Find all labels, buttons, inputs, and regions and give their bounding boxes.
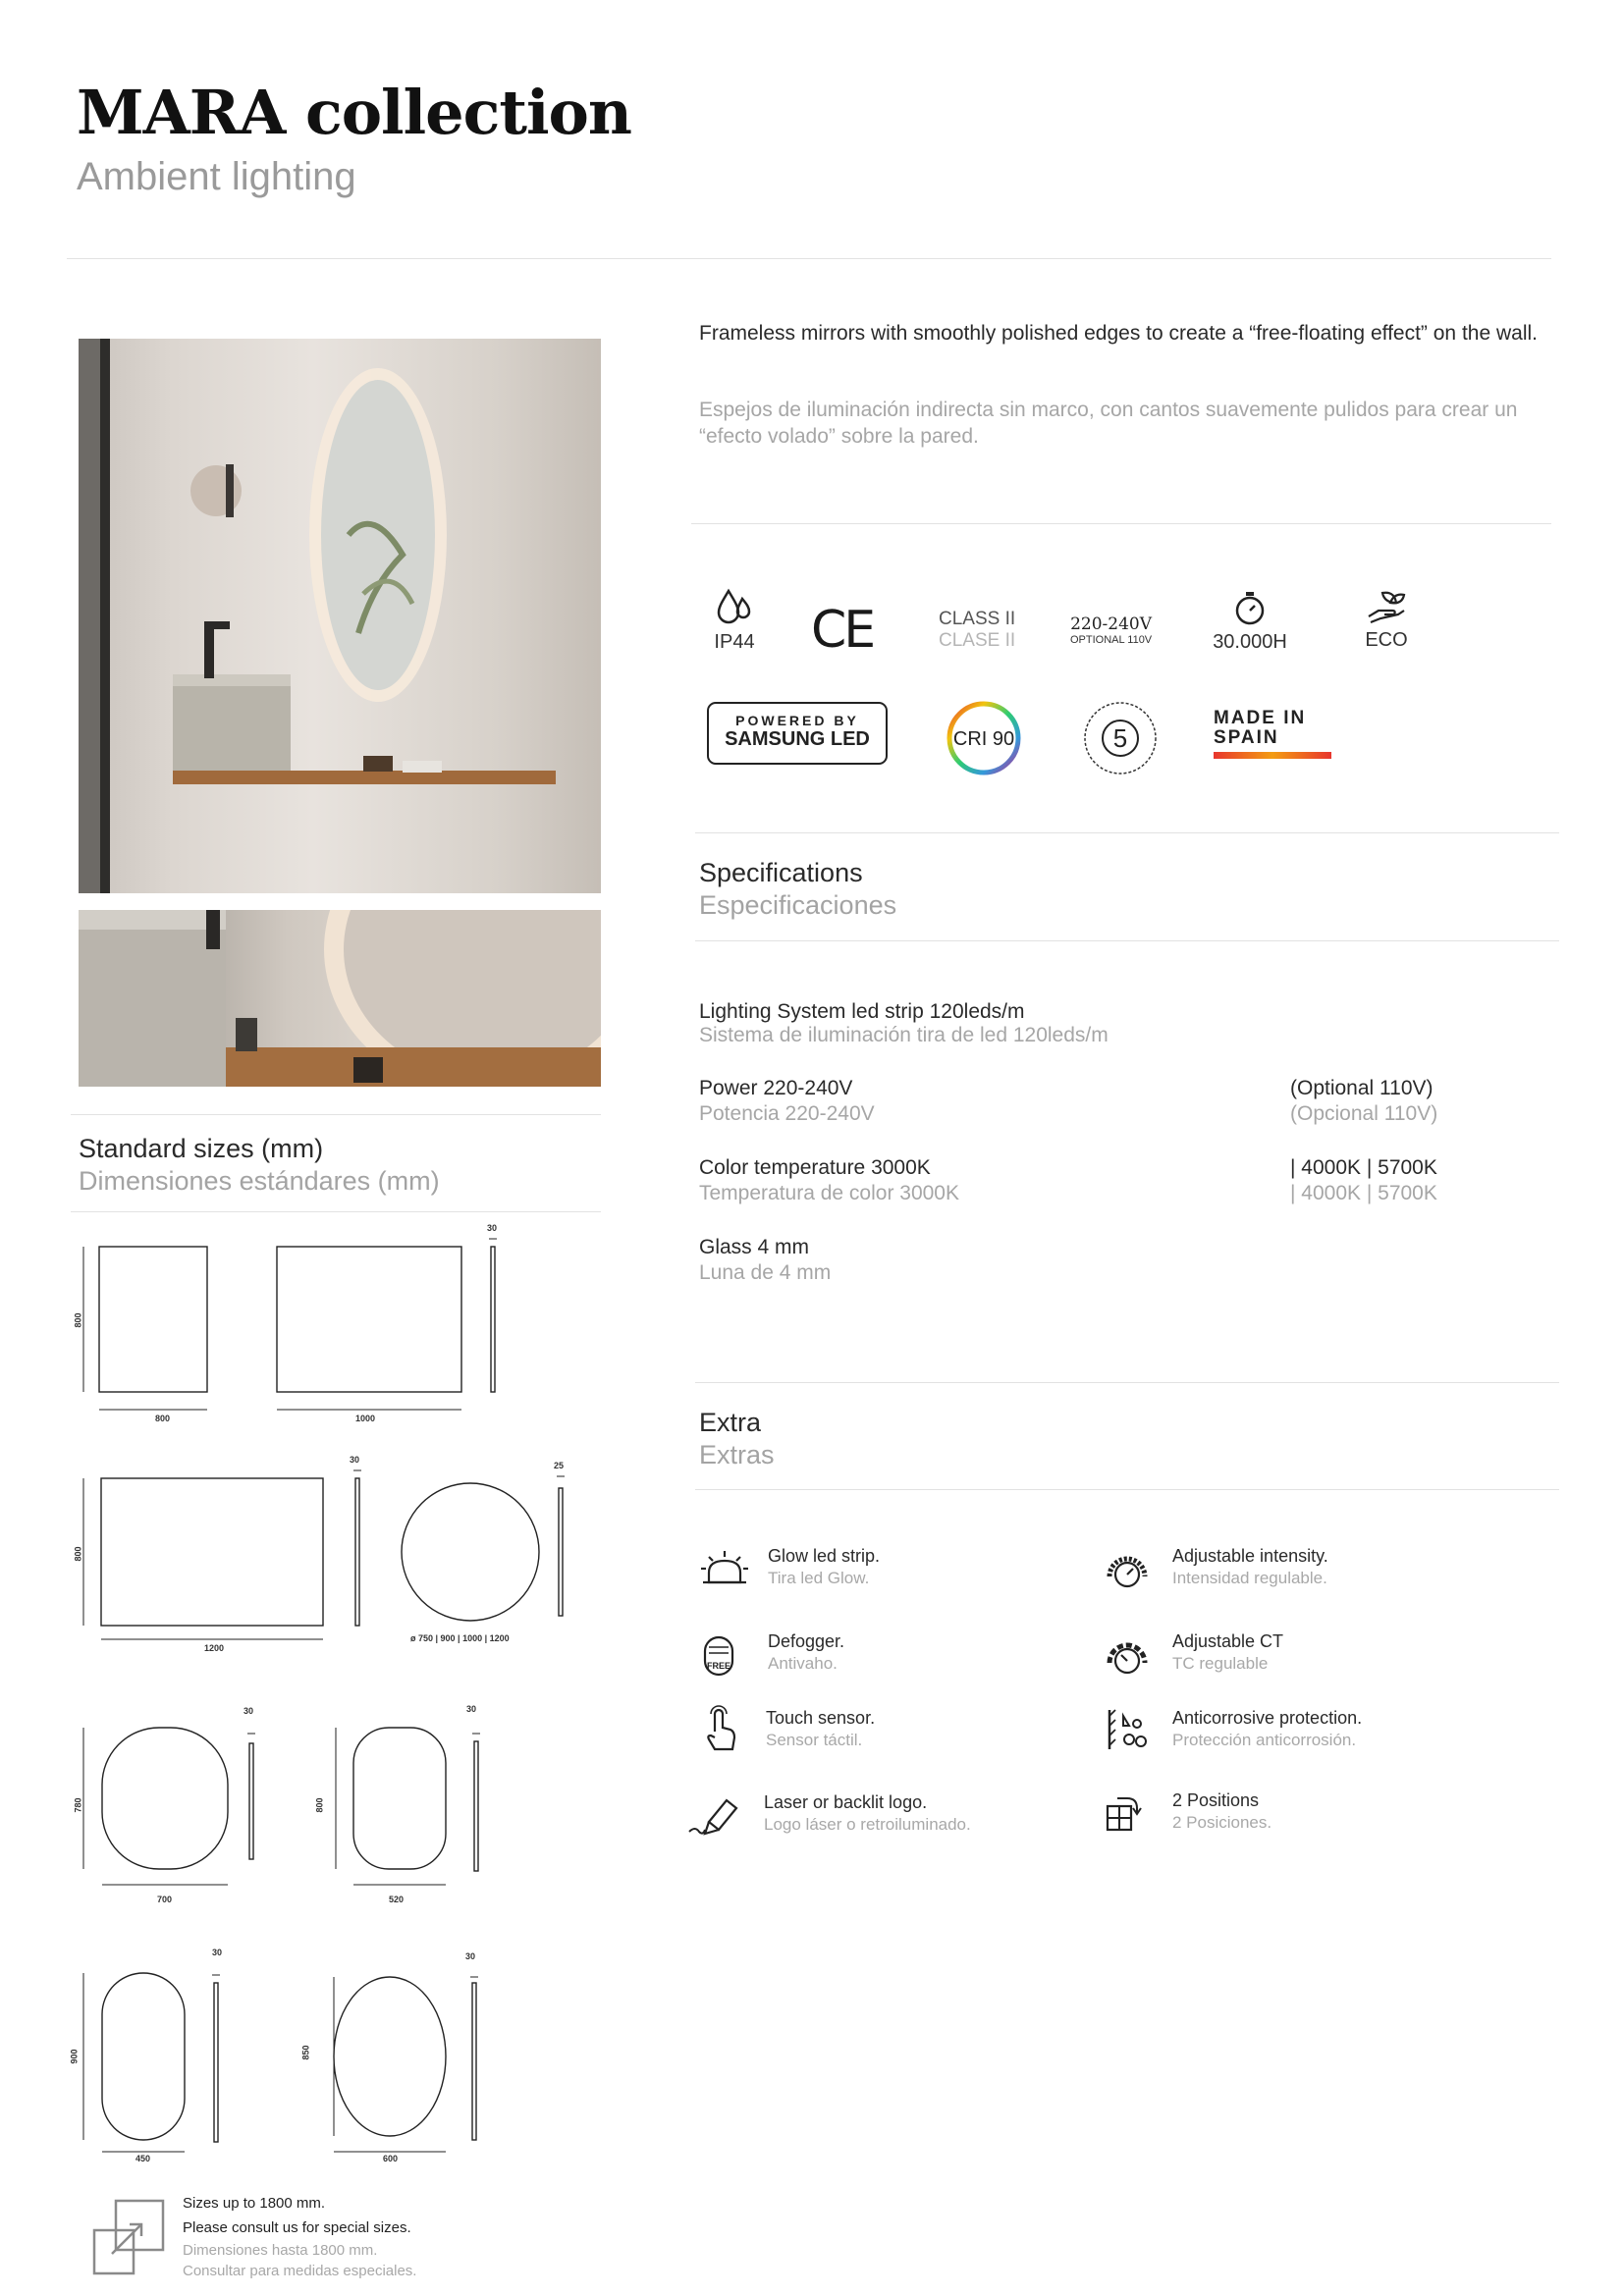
sizes-bottom-divider — [71, 1211, 601, 1212]
spec-power-opt-es: (Opcional 110V) — [1290, 1102, 1438, 1125]
rect-mirror-1200 — [101, 1478, 323, 1626]
cert-hours — [1206, 589, 1294, 654]
extra-anticorrosive-es: Protección anticorrosión. — [1172, 1731, 1357, 1749]
extra-defogger-en: Defogger. — [768, 1631, 845, 1651]
made-line2: SPAIN — [1214, 727, 1279, 748]
cert-class-es: CLASE II — [939, 630, 1016, 651]
cert-ip44 — [709, 587, 760, 654]
dim-sq-w: 800 — [155, 1414, 171, 1423]
defogger-icon — [699, 1631, 738, 1683]
positions-icon — [1104, 1792, 1145, 1839]
ce-mark-icon: CE — [811, 601, 874, 660]
intensity-dial-icon — [1104, 1547, 1151, 1595]
extra-defogger-es: Antivaho. — [768, 1654, 838, 1673]
spec-glass-es: Luna de 4 mm — [699, 1261, 832, 1284]
extra-glow-en: Glow led strip. — [768, 1546, 881, 1566]
ct-dial-icon — [1104, 1633, 1151, 1682]
dim-depth-a: 30 — [487, 1223, 498, 1233]
rect-mirror-1000 — [277, 1247, 461, 1392]
samsung-line2: SAMSUNG LED — [725, 728, 870, 750]
dim-sq1-w: 700 — [157, 1895, 173, 1904]
stopwatch-icon — [1232, 589, 1268, 626]
extra-touch-es: Sensor táctil. — [766, 1731, 863, 1749]
extra-intensity-es: Intensidad regulable. — [1172, 1569, 1327, 1587]
dim-depth-e: 30 — [466, 1704, 477, 1714]
cert-class-en: CLASS II — [939, 609, 1016, 629]
water-drop-icon — [715, 587, 754, 626]
spec-power-en: Power 220-240V — [699, 1077, 853, 1099]
spec-glass-en: Glass 4 mm — [699, 1236, 810, 1258]
size-drawings — [59, 1217, 609, 2160]
dim-ov2-w: 600 — [383, 2154, 399, 2163]
extras-top-divider — [695, 1382, 1559, 1383]
warranty-badge — [1082, 700, 1159, 781]
profile-d — [249, 1743, 253, 1859]
profile-b — [355, 1478, 359, 1626]
dim-depth-c: 25 — [554, 1461, 565, 1470]
anticorrosive-icon — [1104, 1706, 1151, 1758]
page-title: MARA collection — [77, 77, 631, 148]
dim-rect2-w: 1200 — [204, 1643, 225, 1653]
profile-g — [472, 1983, 476, 2140]
sizes-note-es-1: Dimensiones hasta 1800 mm. — [183, 2242, 378, 2259]
extras-title-en: Extra — [699, 1408, 762, 1437]
spec-lighting-en: Lighting System led strip 120leds/m — [699, 1000, 1025, 1023]
dim-sq2-h: 800 — [314, 1797, 325, 1813]
specs-bottom-divider — [695, 940, 1559, 941]
profile-f — [214, 1983, 218, 2142]
cert-hours-label: 30.000H — [1213, 631, 1287, 653]
warranty-number: 5 — [1112, 723, 1128, 753]
extra-logo-es: Logo láser o retroiluminado. — [764, 1815, 971, 1834]
dim-sq1-h: 780 — [73, 1797, 83, 1813]
spec-color-opt-es: | 4000K | 5700K — [1290, 1182, 1437, 1204]
profile-c — [559, 1488, 563, 1616]
dim-rect1-w: 1000 — [355, 1414, 376, 1423]
sizes-note-en-1: Sizes up to 1800 mm. — [183, 2195, 326, 2212]
extras-title-es: Extras — [699, 1440, 775, 1469]
extra-glow-es: Tira led Glow. — [768, 1569, 870, 1587]
dim-ov1-h: 900 — [69, 2049, 80, 2064]
spain-flag-bar — [1214, 752, 1331, 759]
cri-ring-icon — [946, 700, 1022, 776]
product-photo-detail — [79, 910, 601, 1087]
glow-led-icon — [699, 1549, 750, 1593]
resize-icon — [90, 2195, 169, 2286]
cert-voltage — [1070, 614, 1152, 646]
sizes-top-divider — [71, 1114, 601, 1115]
dim-depth-f: 30 — [212, 1948, 223, 1957]
samsung-led-badge — [707, 702, 888, 765]
description-es: Espejos de iluminación indirecta sin marco, con cantos suavemente pulidos para crear un “efecto volado” sobre la pared. — [699, 399, 1518, 448]
dim-ov2-h: 850 — [300, 2045, 311, 2060]
sizes-title-en: Standard sizes (mm) — [79, 1134, 324, 1163]
dim-round-d: ø 750 | 900 | 1000 | 1200 — [410, 1633, 510, 1643]
sizes-title-es: Dimensiones estándares (mm) — [79, 1166, 440, 1196]
oval-mirror-600 — [334, 1977, 446, 2136]
profile-a — [491, 1247, 495, 1392]
dim-rect2-h: 800 — [73, 1546, 83, 1562]
extra-ct-en: Adjustable CT — [1172, 1631, 1284, 1651]
specs-top-divider — [695, 832, 1559, 833]
warranty-seal-icon — [1082, 700, 1159, 776]
soft-rect-mirror-520 — [353, 1728, 446, 1869]
page-subtitle: Ambient lighting — [77, 155, 356, 198]
spec-power-es: Potencia 220-240V — [699, 1102, 875, 1125]
made-in-spain-badge — [1214, 709, 1331, 759]
touch-hand-icon — [701, 1706, 740, 1758]
sizes-note — [183, 2191, 416, 2281]
cert-voltage-optional: OPTIONAL 110V — [1070, 634, 1153, 646]
sizes-note-en-2: Please consult us for special sizes. — [183, 2219, 411, 2236]
extra-anticorrosive-en: Anticorrosive protection. — [1172, 1708, 1363, 1728]
cri90-badge — [946, 700, 1022, 781]
extra-positions-en: 2 Positions — [1172, 1790, 1260, 1810]
made-line1: MADE IN — [1214, 708, 1307, 728]
extra-positions-es: 2 Posiciones. — [1172, 1813, 1272, 1832]
svg-text:FREE: FREE — [706, 1661, 731, 1671]
spec-color-opt-en: | 4000K | 5700K — [1290, 1156, 1437, 1179]
profile-e — [474, 1741, 478, 1871]
spec-color-es: Temperatura de color 3000K — [699, 1182, 959, 1204]
cert-voltage-label: 220-240V — [1070, 614, 1153, 634]
dim-ov1-w: 450 — [135, 2154, 151, 2163]
dim-depth-g: 30 — [465, 1951, 476, 1961]
dim-sq-h: 800 — [73, 1312, 83, 1328]
oval-mirror-450 — [102, 1973, 185, 2140]
product-photo-main — [79, 339, 601, 893]
samsung-line1: POWERED BY — [735, 713, 859, 728]
specs-title-en: Specifications — [699, 858, 863, 887]
dim-depth-b: 30 — [350, 1455, 360, 1465]
cert-ip-label: IP44 — [714, 631, 755, 653]
dim-depth-d: 30 — [243, 1706, 254, 1716]
spec-color-en: Color temperature 3000K — [699, 1156, 931, 1179]
spec-power-opt-en: (Optional 110V) — [1290, 1077, 1434, 1099]
extra-touch-en: Touch sensor. — [766, 1708, 876, 1728]
extra-intensity-en: Adjustable intensity. — [1172, 1546, 1328, 1566]
cert-eco — [1357, 589, 1416, 652]
square-mirror-800 — [99, 1247, 207, 1392]
header-divider — [67, 258, 1551, 259]
cert-class — [939, 609, 1015, 652]
specs-title-es: Especificaciones — [699, 890, 897, 920]
description-divider — [691, 523, 1551, 524]
round-mirror — [402, 1483, 539, 1621]
laser-pen-icon — [687, 1792, 742, 1842]
sizes-note-es-2: Consultar para medidas especiales. — [183, 2263, 417, 2279]
cert-eco-label: ECO — [1365, 629, 1408, 651]
extras-bottom-divider — [695, 1489, 1559, 1490]
description-en: Frameless mirrors with smoothly polished edges to create a “free-floating effect” on the wall. — [699, 322, 1538, 345]
soft-square-mirror-700 — [102, 1728, 228, 1869]
extra-ct-es: TC regulable — [1172, 1654, 1269, 1673]
cri-label: CRI 90 — [952, 728, 1015, 750]
spec-lighting-es: Sistema de iluminación tira de led 120leds/m — [699, 1024, 1109, 1046]
dim-sq2-w: 520 — [389, 1895, 405, 1904]
eco-hand-leaf-icon — [1365, 589, 1408, 624]
extra-logo-en: Laser or backlit logo. — [764, 1792, 928, 1812]
